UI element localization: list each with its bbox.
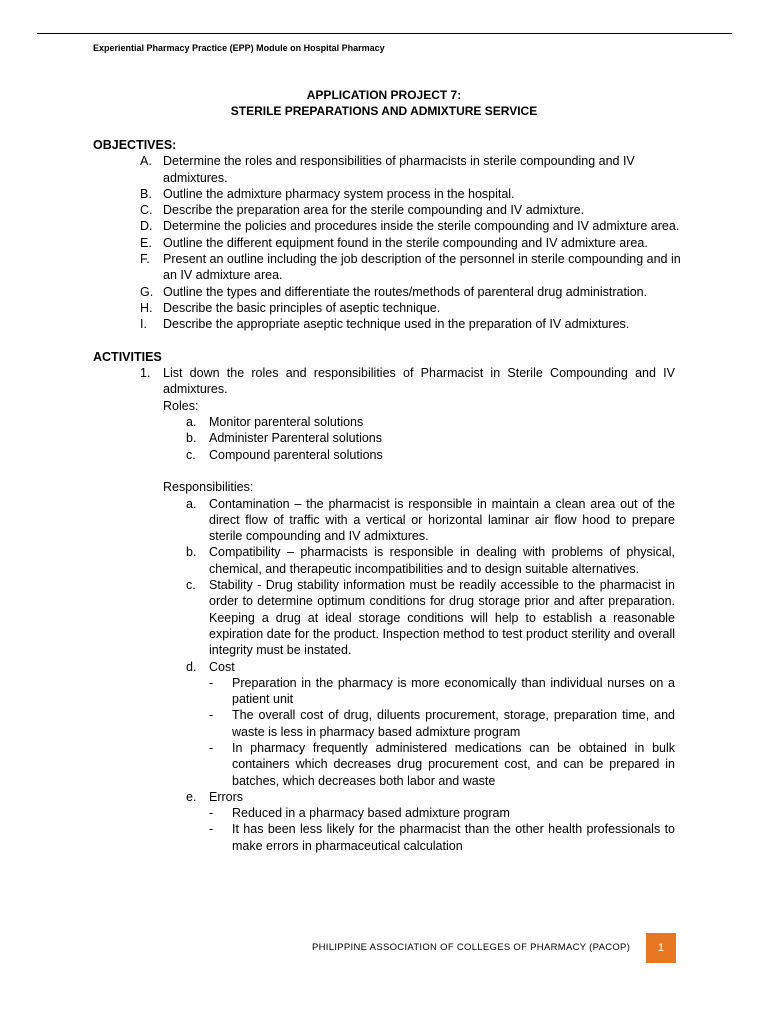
activity-item: 1. List down the roles and responsibilities of Pharmacist in Sterile Compounding and IV admixtures. <box>140 366 675 397</box>
objective-item: B. Outline the admixture pharmacy system process in the hospital. <box>140 186 515 201</box>
spacer <box>93 333 683 349</box>
cost-point: - In pharmacy frequently administered medications can be obtained in bulk containers which decreases drug procurement cost, and can be prepared in batches, which decreases both labor and waste <box>209 740 675 788</box>
objective-item: A. Determine the roles and responsibilities of pharmacists in sterile compounding and IV admixtures. <box>140 154 635 185</box>
objective-item: C. Describe the preparation area for the sterile compounding and IV admixture. <box>140 203 585 218</box>
role-item: c. Compound parenteral solutions <box>186 447 383 462</box>
error-point: - It has been less likely for the pharmacist than the other health professionals to make errors in pharmaceutical calculation <box>209 822 675 853</box>
objective-item: I. Describe the appropriate aseptic technique used in the preparation of IV admixtures. <box>140 317 630 332</box>
objective-item: F. Present an outline including the job description of the personnel in sterile compounding and in an IV admixture area. <box>140 252 681 283</box>
activities-heading: ACTIVITIES <box>93 349 162 364</box>
cost-point: - The overall cost of drug, diluents procurement, storage, preparation time, and waste is less in pharmacy based admixture program <box>209 708 675 739</box>
responsibility-item: c. Stability - Drug stability information must be readily accessible to the pharmacist in order to determine optimum conditions for drug storage prior and after preparation. Keeping a drug at ideal storage conditions will help to establish a reasonable expiration date for the product. Inspection method to test product sterility and overall integrity must be instated. <box>186 578 675 658</box>
objective-item: H. Describe the basic principles of aseptic technique. <box>140 300 441 315</box>
cost-point: - Preparation in the pharmacy is more economically than individual nurses on a patient unit <box>209 675 675 707</box>
responsibility-item: b. Compatibility – pharmacists is responsible in dealing with problems of physical, chemical, and therapeutic incompatibilities and to design suitable alternatives. <box>186 545 675 576</box>
responsibility-item: e. Errors <box>186 789 244 804</box>
error-point: - Reduced in a pharmacy based admixture program <box>209 806 510 821</box>
responsibility-item: a. Contamination – the pharmacist is responsible in maintain a clean area out of the direct flow of traffic with a vertical or horizontal laminar air flow hood to prepare sterile compounding and IV admixtures. <box>186 496 675 544</box>
role-item: a. Monitor parenteral solutions <box>186 415 364 430</box>
footer-organization: PHILIPPINE ASSOCIATION OF COLLEGES OF PHARMACY (PACOP) <box>312 942 631 953</box>
roles-label: Roles: <box>163 398 199 413</box>
role-item: b. Administer Parenteral solutions <box>186 431 382 446</box>
objectives-heading: OBJECTIVES: <box>93 138 177 152</box>
objective-item: G. Outline the types and differentiate the routes/methods of parenteral drug administration. <box>140 284 648 299</box>
responsibility-item: d. Cost <box>186 659 235 674</box>
responsibilities-label: Responsibilities: <box>163 480 254 495</box>
page-number-badge: 1 <box>646 933 676 963</box>
spacer <box>93 463 683 479</box>
header-rule <box>37 33 732 34</box>
document-body <box>93 137 683 854</box>
document-title: APPLICATION PROJECT 7: <box>306 88 462 102</box>
document-subtitle: STERILE PREPARATIONS AND ADMIXTURE SERVICE <box>230 104 538 118</box>
running-header: Experiential Pharmacy Practice (EPP) Module on Hospital Pharmacy <box>93 43 385 53</box>
objective-item: D. Determine the policies and procedures inside the sterile compounding and IV admixture area. <box>140 219 680 234</box>
objective-item: E. Outline the different equipment found in the sterile compounding and IV admixture area. <box>140 235 648 250</box>
